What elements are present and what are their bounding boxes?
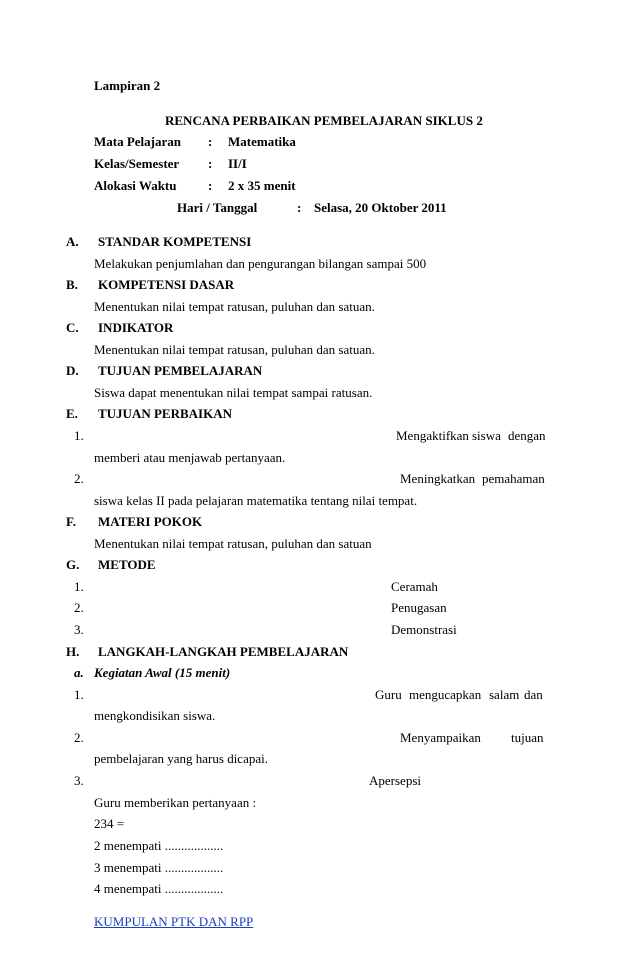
section-heading: LANGKAH-LANGKAH PEMBELAJARAN [98,644,349,659]
section-letter: H. [66,644,80,659]
list-number: 3. [74,622,84,637]
section-letter: C. [66,320,79,335]
body-line: 2 menempati .................. [94,838,224,853]
section-letter: E. [66,406,78,421]
method-item: Ceramah [391,579,438,594]
section-text: Menentukan nilai tempat ratusan, puluhan dan satuan. [94,342,375,357]
list-word: tujuan [511,730,544,745]
section-heading: TUJUAN PEMBELAJARAN [98,363,263,378]
list-number: 1. [74,579,84,594]
method-item: Penugasan [391,600,447,615]
list-word: mengucapkan [409,687,482,702]
section-heading: KOMPETENSI DASAR [98,277,235,292]
list-number: 2. [74,600,84,615]
meta-sep-time: : [208,178,213,193]
meta-label-time: Alokasi Waktu [94,178,177,193]
subsection-letter: a. [74,665,84,680]
list-item-continuation: mengkondisikan siswa. [94,708,216,723]
lampiran-label: Lampiran 2 [94,78,161,93]
body-line: 234 = [94,816,125,831]
date-value: Selasa, 20 Oktober 2011 [314,200,447,215]
meta-value-class: II/I [228,156,247,171]
list-number: 3. [74,773,84,788]
list-item-continuation: memberi atau menjawab pertanyaan. [94,450,286,465]
date-label: Hari / Tanggal [177,200,258,215]
body-line: 3 menempati .................. [94,860,224,875]
list-item-continuation: pembelajaran yang harus dicapai. [94,751,268,766]
list-word: Menyampaikan [400,730,481,745]
list-item-continuation: siswa kelas II pada pelajaran matematika tentang nilai tempat. [94,493,418,508]
subsection-heading: Kegiatan Awal (15 menit) [94,665,231,680]
section-letter: G. [66,557,80,572]
list-number: 2. [74,471,84,486]
section-text: Siswa dapat menentukan nilai tempat sampai ratusan. [94,385,373,400]
list-number: 2. [74,730,84,745]
list-number: 1. [74,428,84,443]
list-number: 1. [74,687,84,702]
body-line: 4 menempati .................. [94,881,224,896]
list-word: Mengaktifkan [396,428,469,443]
meta-sep-class: : [208,156,213,171]
section-text: Menentukan nilai tempat ratusan, puluhan dan satuan. [94,299,375,314]
body-line: Guru memberikan pertanyaan : [94,795,257,810]
section-heading: METODE [98,557,156,572]
section-text: Menentukan nilai tempat ratusan, puluhan dan satuan [94,536,372,551]
list-word: siswa [472,428,501,443]
section-letter: F. [66,514,76,529]
date-sep: : [297,200,302,215]
section-letter: D. [66,363,79,378]
meta-value-subject: Matematika [228,134,296,149]
list-word: pemahaman [482,471,545,486]
section-heading: INDIKATOR [98,320,174,335]
section-heading: TUJUAN PERBAIKAN [98,406,232,421]
section-heading: MATERI POKOK [98,514,203,529]
list-word: dan [524,687,543,702]
meta-value-time: 2 x 35 menit [228,178,296,193]
meta-label-class: Kelas/Semester [94,156,180,171]
meta-label-subject: Mata Pelajaran [94,134,182,149]
section-letter: B. [66,277,78,292]
footer-link[interactable]: KUMPULAN PTK DAN RPP [94,914,254,929]
list-item-text: Apersepsi [369,773,421,788]
method-item: Demonstrasi [391,622,457,637]
list-word: Meningkatkan [400,471,476,486]
section-text: Melakukan penjumlahan dan pengurangan bilangan sampai 500 [94,256,427,271]
list-word: salam [489,687,520,702]
meta-sep-subject: : [208,134,213,149]
document-title: RENCANA PERBAIKAN PEMBELAJARAN SIKLUS 2 [165,113,483,128]
section-letter: A. [66,234,79,249]
list-word: Guru [375,687,402,702]
list-word: dengan [508,428,546,443]
section-heading: STANDAR KOMPETENSI [98,234,252,249]
